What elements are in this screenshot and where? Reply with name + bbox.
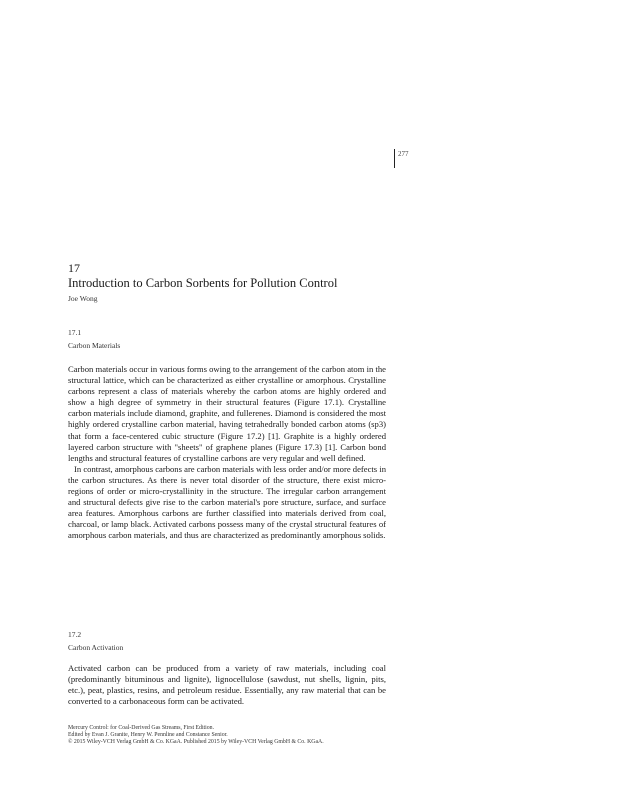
- chapter-title: Introduction to Carbon Sorbents for Pollution Control: [68, 276, 338, 290]
- footer-line: Mercury Control: for Coal-Derived Gas Streams, First Edition.: [68, 725, 215, 731]
- page-number: 277: [398, 150, 409, 158]
- section-title: Carbon Activation: [68, 643, 124, 652]
- section-body: [68, 364, 386, 542]
- page-number-rule: [394, 149, 395, 168]
- footer-line: © 2015 Wiley-VCH Verlag GmbH & Co. KGaA. Published 2015 by Wiley-VCH Verlag GmbH & Co. KGaA.: [68, 739, 324, 746]
- section-number: 17.2: [68, 630, 82, 639]
- paragraph: In contrast, amorphous carbons are carbon materials with less order and/or more defects in the carbon structures. As there is never total disorder of the structure, there exist micro-regions of order or micro-crystallinity in the structure. The irregular carbon arrangement and structural defects give rise to the carbon material's pore structure, surface, and surface area features. Amorphous carbons are further classified into materials derived from coal, charcoal, or lamp black. Activated carbons possess many of the crystal structural features of amorphous carbon materials, and thus are characterized as predominantly amorphous solids.: [68, 463, 386, 541]
- section-body: [68, 663, 386, 707]
- footer-line: Edited by Evan J. Granite, Henry W. Pennline and Constance Senior.: [68, 732, 228, 739]
- copyright-footer: [68, 725, 388, 747]
- section-title: Carbon Materials: [68, 341, 121, 350]
- paragraph: Activated carbon can be produced from a variety of raw materials, including coal (predominantly bituminous and lignite), lignocellulose (sawdust, nut shells, lignin, pits, etc.), peat, plastics, resins, and petroleum residue. Essentially, any raw material that can be converted to a carbonaceous form can be activated.: [68, 663, 386, 707]
- paragraph: Carbon materials occur in various forms owing to the arrangement of the carbon atom in the structural lattice, which can be characterized as either crystalline or amorphous. Crystalline carbons represent a class of materials whereby the carbon atoms are highly ordered and show a high degree of symmetry in their structural features (Figure 17.1). Crystalline carbon materials include diamond, graphite, and fullerenes. Diamond is considered the most highly ordered crystalline carbon material, having tetrahedrally bonded carbon atoms (sp3) that form a face-centered cubic structure (Figure 17.2) [1]. Graphite is a highly ordered layered carbon structure with "sheets" of graphene planes (Figure 17.3) [1]. Carbon bond lengths and structural features of crystalline carbons are very regular and well defined.: [68, 364, 386, 463]
- section-number: 17.1: [68, 328, 82, 337]
- chapter-number: 17: [68, 261, 80, 275]
- chapter-author: Joe Wong: [68, 294, 98, 303]
